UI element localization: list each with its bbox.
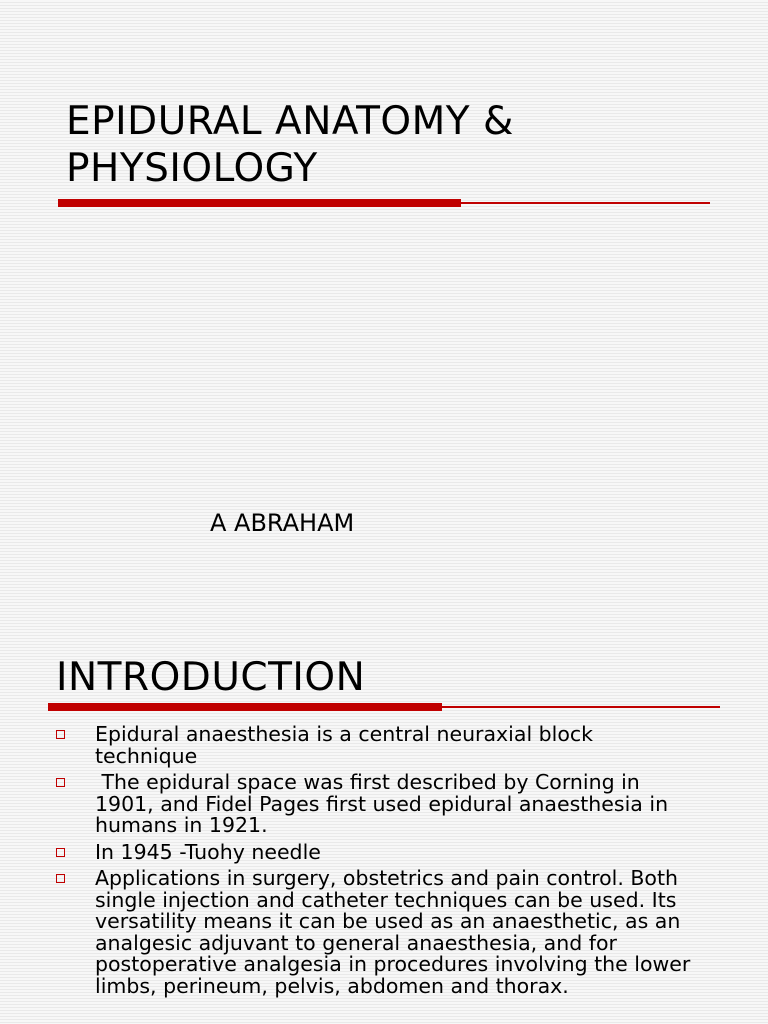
bullet-item (0, 839, 700, 864)
hollow-square-bullet-icon (56, 730, 65, 739)
bullet-item (0, 724, 700, 767)
hollow-square-bullet-icon (56, 778, 65, 787)
bullet-text: The epidural space was first described by Corning in 1901, and Fidel Pages first used epidural anaesthesia in humans in 1921. (95, 770, 675, 837)
hollow-square-bullet-icon (56, 874, 65, 883)
bullet-text: Epidural anaesthesia is a central neuraxial block technique (95, 722, 594, 768)
bullet-item (0, 868, 700, 997)
slide-title-line-1: EPIDURAL ANATOMY & (66, 99, 514, 144)
introduction-underline (48, 706, 720, 708)
slide-title-line-2: PHYSIOLOGY (66, 146, 318, 191)
author-name: A ABRAHAM (210, 509, 355, 537)
hollow-square-bullet-icon (56, 848, 65, 857)
introduction-title: INTRODUCTION (56, 655, 366, 700)
bullet-item (0, 772, 700, 837)
bullet-text: In 1945 -Tuohy needle (95, 839, 321, 864)
title-underline (58, 202, 710, 204)
bullet-list (0, 724, 768, 1002)
slide-title (66, 98, 706, 192)
title-underline-accent (58, 199, 461, 207)
bullet-text: Applications in surgery, obstetrics and pain control. Both single injection and catheter techniques can be used. Its versatility means it can be used as an anaesthetic, as an analgesic adjuvant to general anaesthesia, and for postoperative analgesia in procedures involving the lower limbs, perineum, pelvis, abdomen and thorax. (95, 866, 691, 998)
introduction-underline-accent (48, 703, 442, 711)
